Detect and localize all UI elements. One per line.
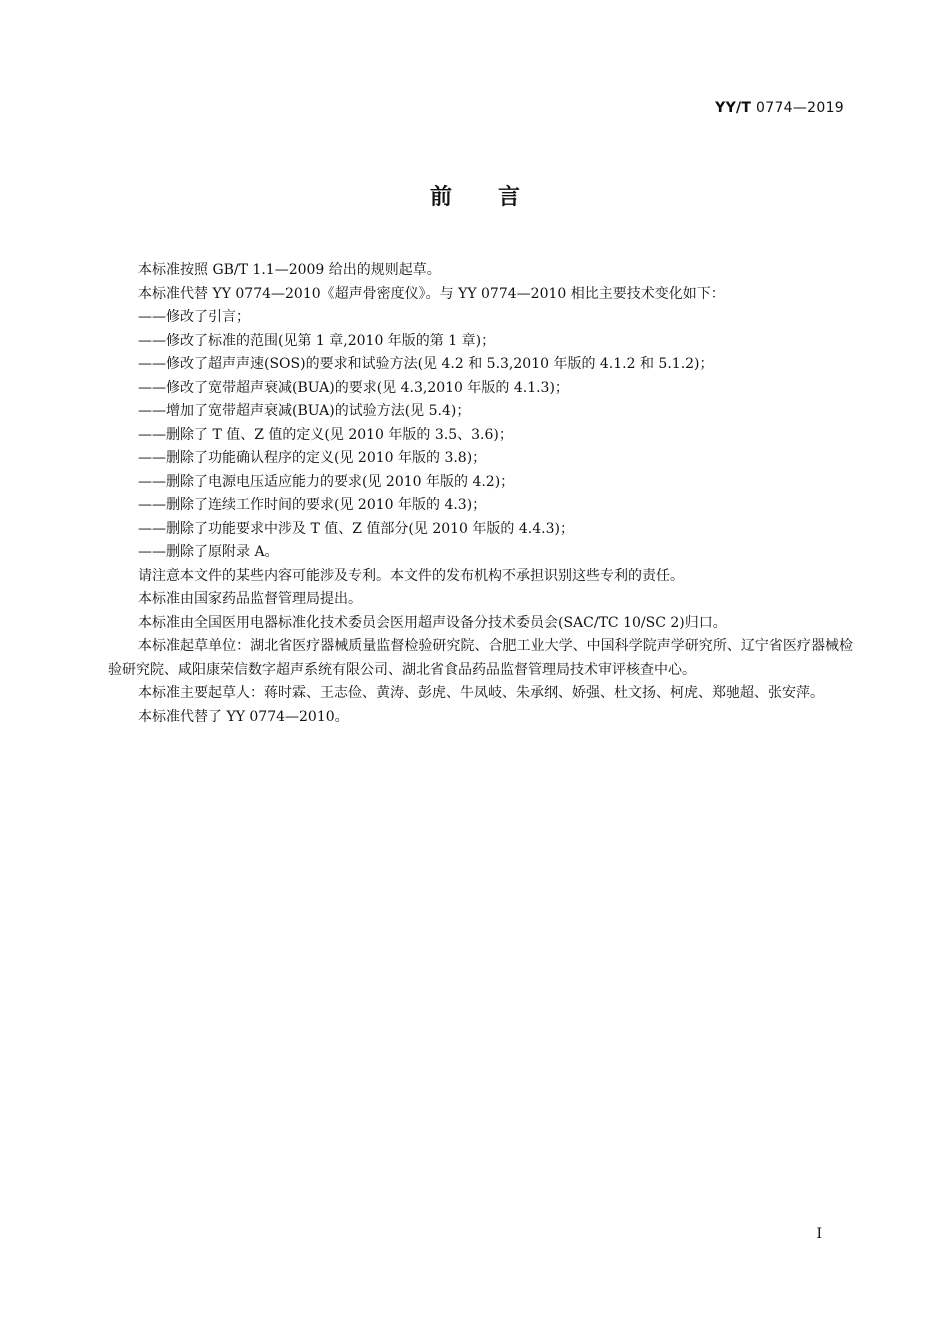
paragraph-administered-by: 本标准由全国医用电器标准化技术委员会医用超声设备分技术委员会(SAC/TC 10/SC 2)归口。: [138, 614, 727, 631]
standard-code: [715, 100, 844, 116]
change-item: ——修改了引言；: [138, 309, 250, 325]
paragraph-replaces: 本标准代替 YY 0774—2010《超声骨密度仪》。与 YY 0774—2010 相比主要技术变化如下：: [138, 285, 725, 302]
standard-code-prefix: YY/T: [715, 100, 752, 116]
page-title: 前言: [429, 185, 566, 210]
change-item: ——删除了 T 值、Z 值的定义(见 2010 年版的 3.5、3.6)；: [138, 426, 513, 443]
change-item: ——删除了功能确认程序的定义(见 2010 年版的 3.8)；: [138, 450, 487, 466]
change-item: ——删除了原附录 A。: [138, 544, 279, 560]
change-item: ——修改了宽带超声衰减(BUA)的要求(见 4.3,2010 年版的 4.1.3)；: [138, 379, 569, 396]
change-item: ——修改了超声声速(SOS)的要求和试验方法(见 4.2 和 5.3,2010 年版的 4.1.2 和 5.1.2)；: [138, 356, 714, 372]
paragraph-drafting-units: 本标准起草单位：湖北省医疗器械质量监督检验研究院、合肥工业大学、中国科学院声学研究所、辽宁省医疗器械检验研究院、咸阳康荣信数字超声系统有限公司、湖北省食品药品监督管理局技术审评核查中心。: [108, 638, 853, 678]
paragraph-proposed-by: 本标准由国家药品监督管理局提出。: [138, 591, 362, 607]
paragraph-drafting-rules: 本标准按照 GB/T 1.1—2009 给出的规则起草。: [138, 262, 441, 278]
change-item: ——修改了标准的范围(见第 1 章,2010 年版的第 1 章)；: [138, 332, 496, 349]
page-number: I: [816, 1226, 822, 1242]
change-item: ——删除了电源电压适应能力的要求(见 2010 年版的 4.2)；: [138, 473, 515, 490]
document-body: [108, 259, 853, 729]
change-item: ——删除了连续工作时间的要求(见 2010 年版的 4.3)；: [138, 497, 487, 513]
paragraph-replaced-standard: 本标准代替了 YY 0774—2010。: [138, 708, 349, 725]
change-item: ——删除了功能要求中涉及 T 值、Z 值部分(见 2010 年版的 4.4.3)；: [138, 520, 574, 537]
change-item: ——增加了宽带超声衰减(BUA)的试验方法(见 5.4)；: [138, 403, 471, 419]
paragraph-drafters: 本标准主要起草人：蒋时霖、王志俭、黄涛、彭虎、牛凤岐、朱承纲、娇强、杜文扬、柯虎、郑驰超、张安萍。: [138, 685, 824, 701]
paragraph-patent-notice: 请注意本文件的某些内容可能涉及专利。本文件的发布机构不承担识别这些专利的责任。: [138, 567, 684, 584]
standard-code-number: 0774—2019: [756, 100, 844, 116]
